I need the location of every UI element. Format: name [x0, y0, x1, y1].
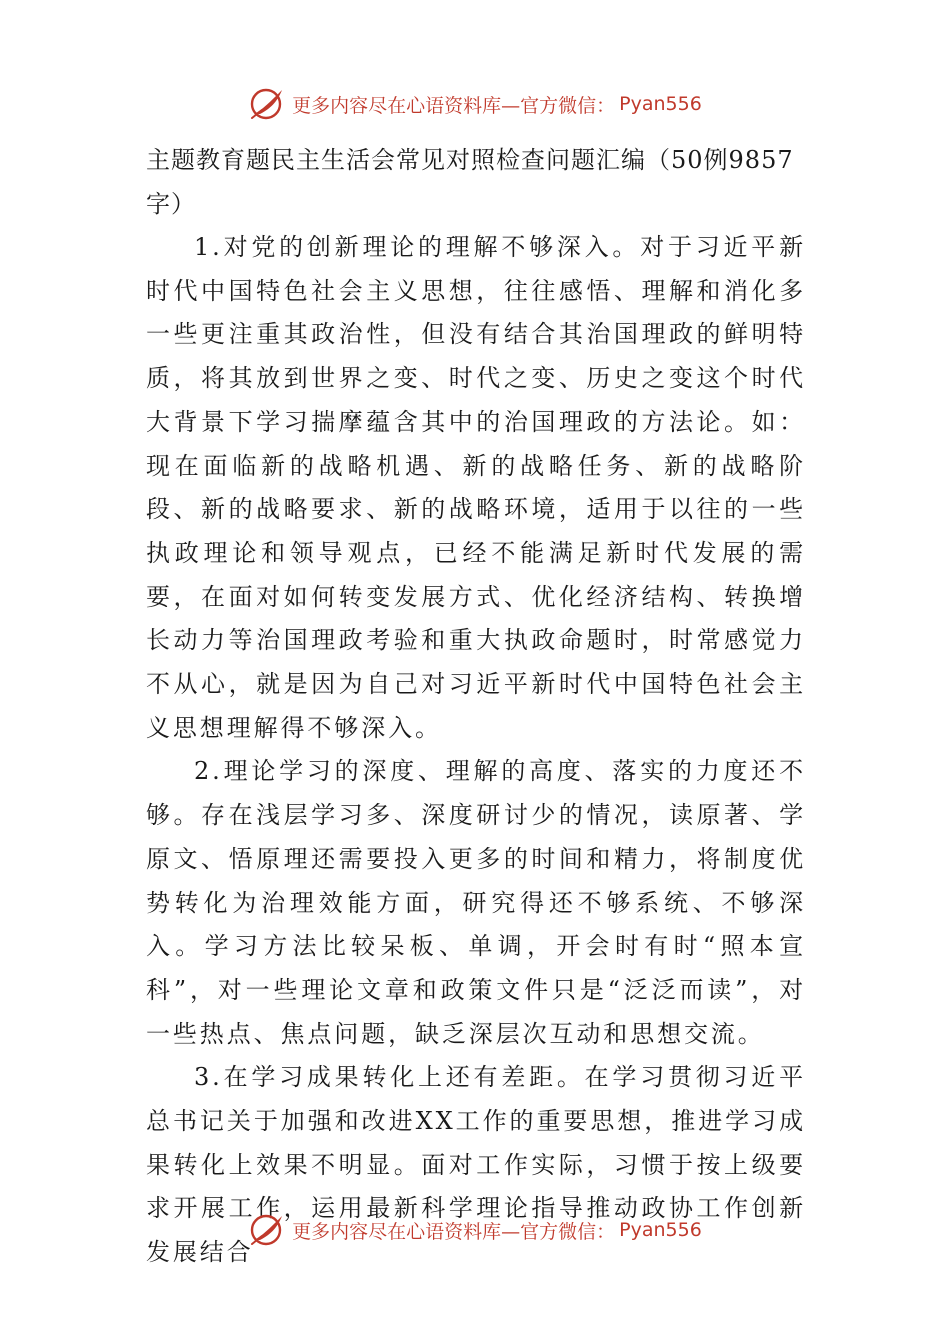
quill-logo-icon: [248, 1210, 288, 1250]
watermark-header: [0, 82, 950, 126]
paragraph-2: 2.理论学习的深度、理解的高度、落实的力度还不够。存在浅层学习多、深度研讨少的情况，读原著、学原文、悟原理还需要投入更多的时间和精力，将制度优势转化为治理效能方面，研究得还不够系统、不够深入。学习方法比较呆板、单调，开会时有时“照本宣科”，对一些理论文章和政策文件只是“泛泛而读”，对一些热点、焦点问题，缺乏深层次互动和思想交流。: [146, 757, 806, 1048]
watermark-text: 更多内容尽在心语资料库—官方微信：: [292, 94, 616, 117]
watermark-code: Pyan556: [619, 1219, 702, 1241]
watermark-footer: [0, 1208, 950, 1252]
watermark-text: 更多内容尽在心语资料库—官方微信：: [292, 1220, 616, 1243]
paragraph-1: 1.对党的创新理论的理解不够深入。对于习近平新时代中国特色社会主义思想，往往感悟、理解和消化多一些更注重其政治性，但没有结合其治国理政的鲜明特质，将其放到世界之变、时代之变、历史之变这个时代大背景下学习揣摩蕴含其中的治国理政的方法论。如：现在面临新的战略机遇、新的战略任务、新的战略阶段、新的战略要求、新的战略环境，适用于以往的一些执政理论和领导观点，已经不能满足新时代发展的需要，在面对如何转变发展方式、优化经济结构、转换增长动力等治国理政考验和重大执政命题时，时常感觉力不从心，就是因为自己对习近平新时代中国特色社会主义思想理解得不够深入。: [146, 233, 806, 742]
paragraph-3: 3.在学习成果转化上还有差距。在学习贯彻习近平总书记关于加强和改进XX工作的重要思想，推进学习成果转化上效果不明显。面对工作实际，习惯于按上级要求开展工作，运用最新科学理论指导推动政协工作创新发展结合: [146, 1063, 806, 1267]
quill-logo-icon: [248, 84, 288, 124]
document-body: [146, 138, 806, 1275]
watermark-code: Pyan556: [619, 93, 702, 115]
document-title: 主题教育题民主生活会常见对照检查问题汇编（50例9857字）: [146, 146, 794, 218]
